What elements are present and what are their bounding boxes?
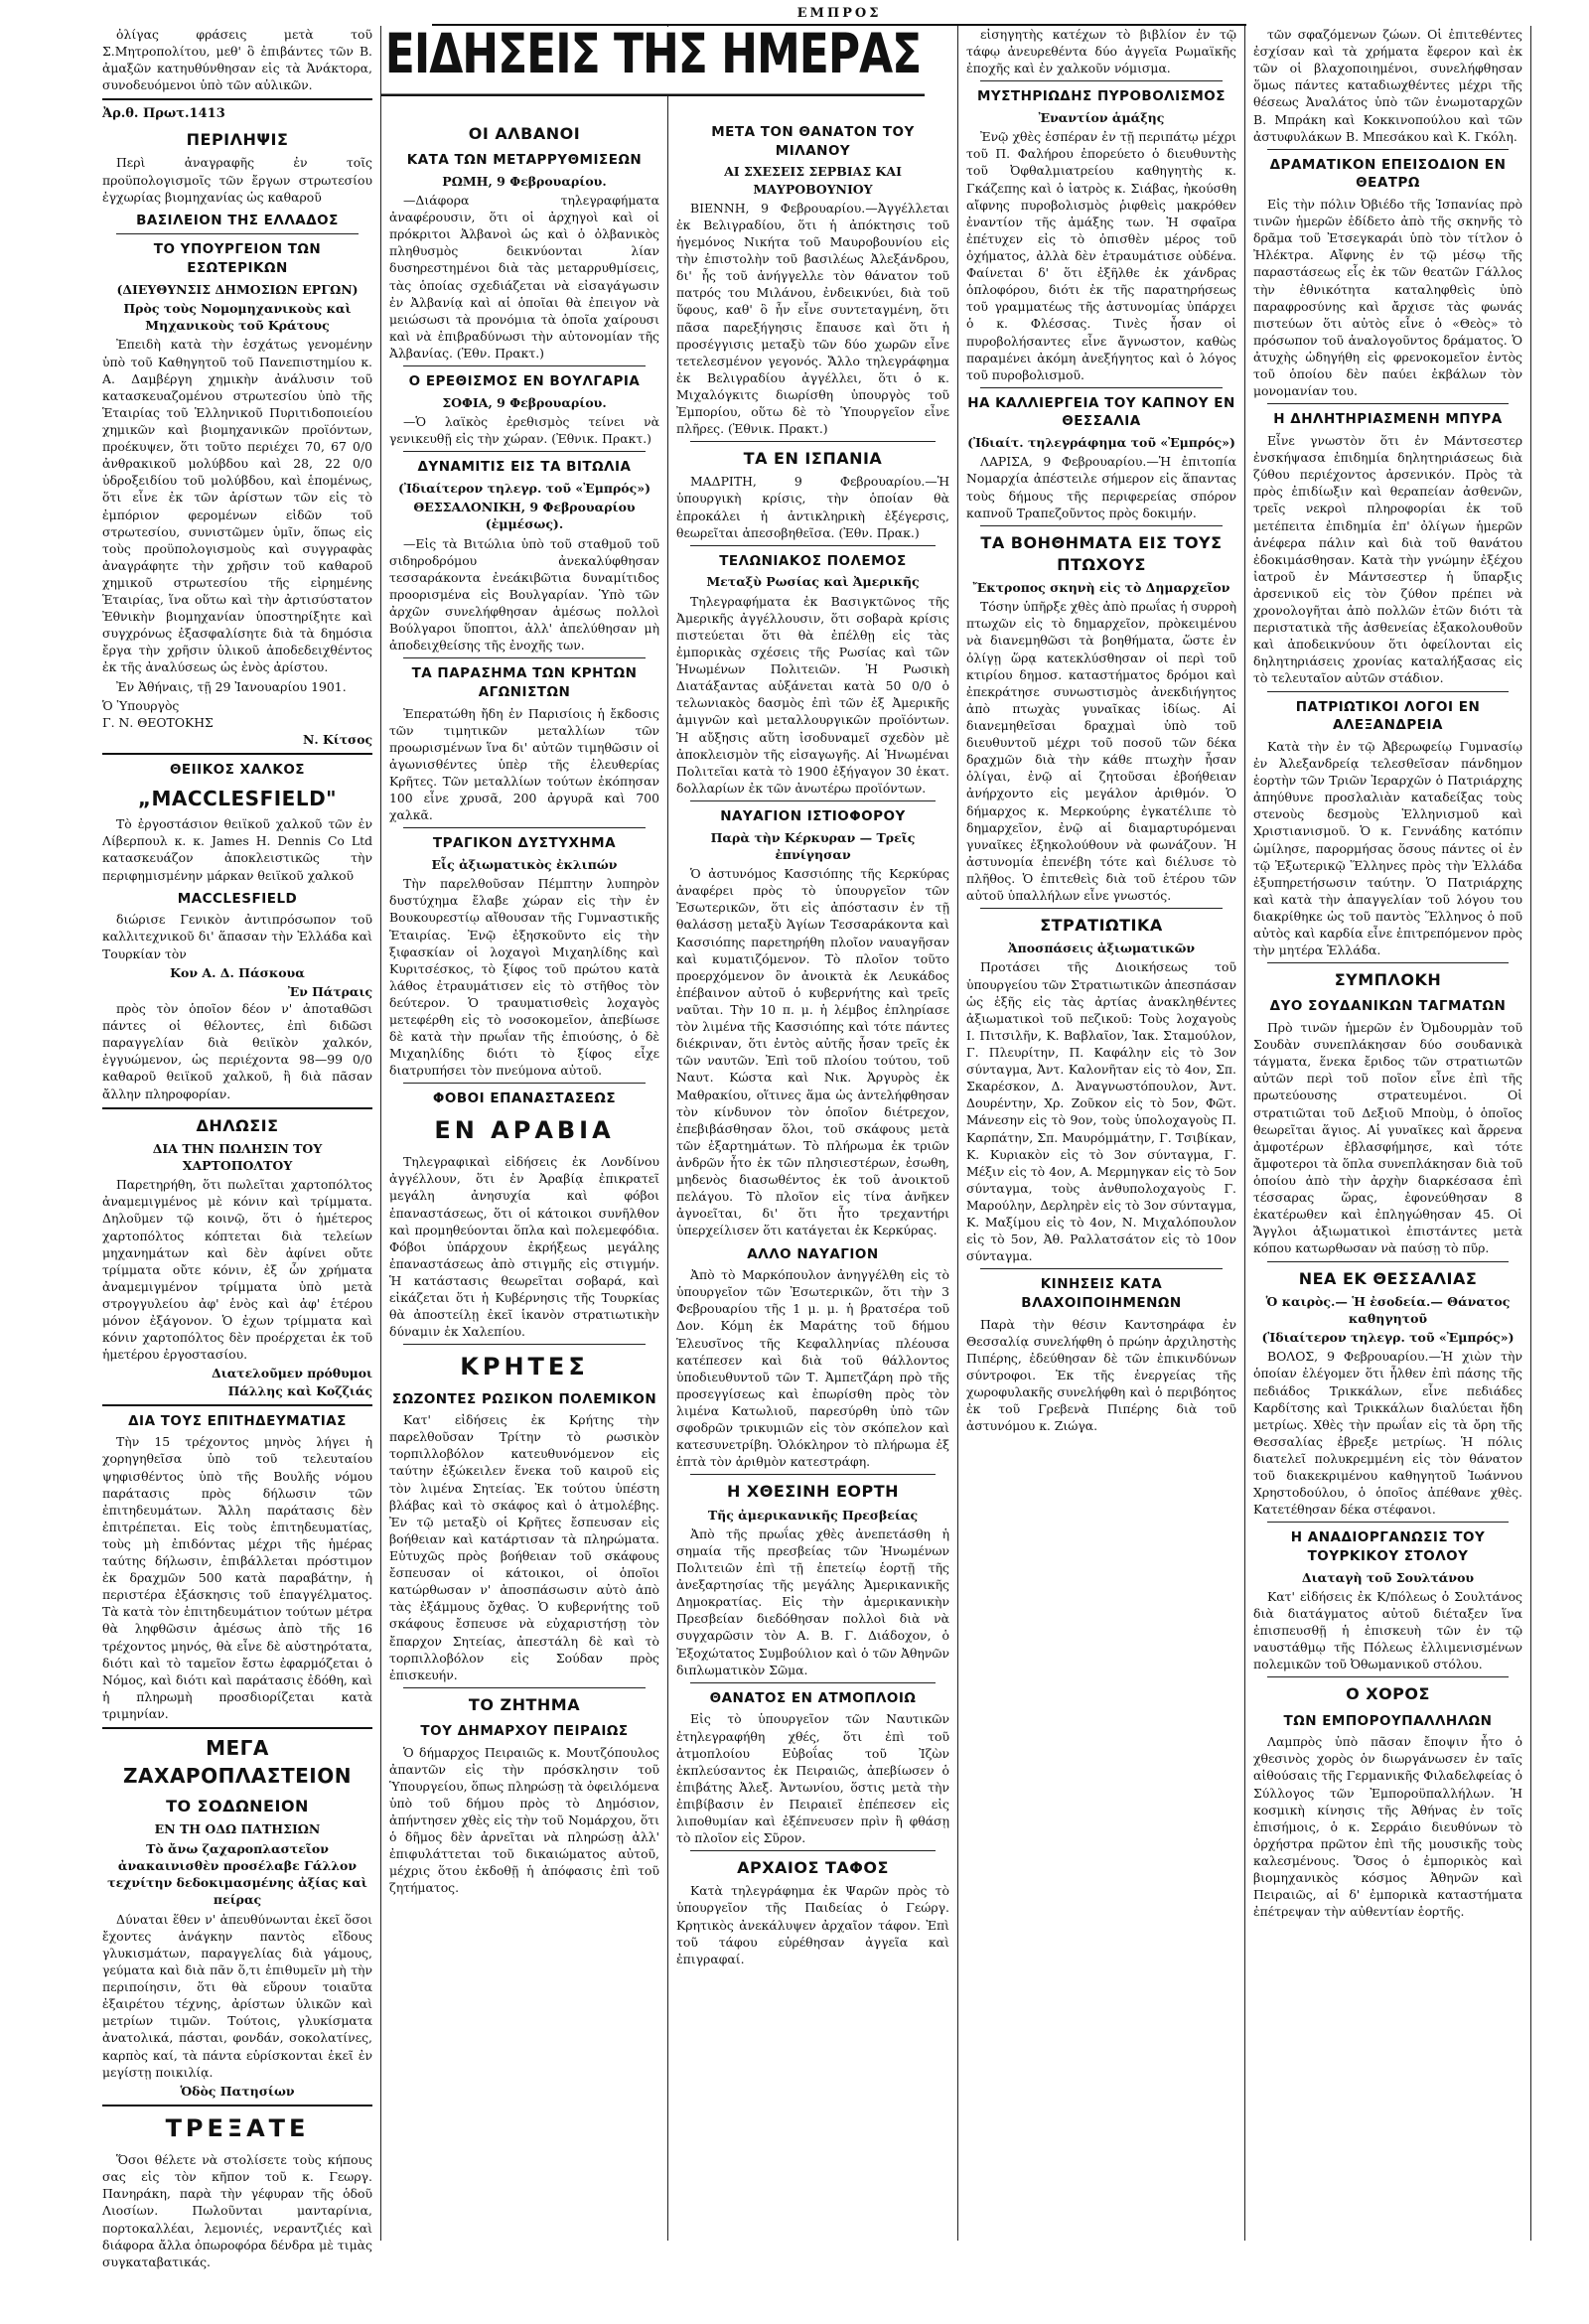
- perilipsis-title: ΠΕΡΙΛΗΨΙΣ: [186, 130, 289, 150]
- mystery-body: Ἐνῷ χθὲς ἑσπέραν ἐν τῇ περιπάτῳ μέχρι τοῦ Π. Φαλήρου ἐπορεύετο ὁ διευθυντὴς τοῦ Ὀφθαλμιατρείου καθηγητὴς κ. Γκάζεπης καὶ ὁ ἰατρὸς κ. Σιάβας, ἠκούσθη αἴφνης πυροβολισμὸς ῥιφθεὶς μακρόθεν ἐναντίον τῆς ἀμάξης των. Ἡ σφαῖρα ἐπέτυχεν εἰς τὸ ὀπισθὲν μέρος τοῦ ὀχήματος, ἀλλὰ δὲν ἐτραυμάτισε οὐδένα. Φαίνεται δ' ὅτι ἐξῆλθε ἐκ χάνδρας ὁπλοφόρου, διότι ἐκ τῆς παρατηρήσεως τοῦ γραμματέως τῆς ἀστυνομίας ὑπάρχει ὁ κ. Φλέσσας. Τινὲς ἦσαν οἱ πυροβολήσαντες εἶνε ἄγνωστον, καθὼς παραμένει ἀκόμη ἀνεξήγητος καὶ ὁ λόγος τοῦ πυροβολισμοῦ.: [966, 129, 1236, 382]
- divider: [690, 441, 936, 442]
- divider: [403, 365, 646, 366]
- divider: [980, 80, 1223, 81]
- clash-body: Πρὸ τινῶν ἡμερῶν ἐν Ὀμδουρμὰν τοῦ Σουδὰν συνεπλάκησαν δύο σουδανικὰ τάγματα, ἕνεκα ἔριδος τῶν στρατιωτῶν αὐτῶν περὶ τοῦ ποῖον εἶνε ἐπὶ τῆς πρωτεύουσης στρατευμένοι. Οἱ στρατιῶται τοῦ Δεξιοῦ Μποὺμ, ὁ ὁποῖος θεωρεῖται ἅγιος. Αἱ γυναῖκες καὶ ἄρρενα ἀμφοτέρων ἐβλασφήμησε, καὶ τότε ἄμφοτεροι τὰ ὅπλα συνεπλάκησαν διὰ τοῦ ὁποίου ἀπὸ τὴν ἀρχὴν διαρκέσασα ἐπὶ τέσσαρας ὥρας, ἐφονεύθησαν 8 ἑκατέρωθεν καὶ ἐπληγώθησαν 45. Οἱ Ἄγγλοι ἀξιωματικοὶ ἐπιστάντες μετὰ κόπου κατωρθωσαν νὰ παύσῃ τὸ πῦρ.: [1253, 1019, 1522, 1256]
- relief-sub: Ἔκτροπος σκηνὴ εἰς τὸ Δημαρχεῖον: [972, 579, 1230, 595]
- military-body: Προτάσει τῆς Διοικήσεως τοῦ ὑπουργείου τῶν Στρατιωτικῶν ἀπεσπάσαν ὡς ἑξῆς εἰς τὰς ἀρτίας ἀνακληθέντες ἀξιωματικοὶ τοῦ πεζικοῦ: Τοὺς λοχαγοὺς Ι. Πιτσιλῆν, Κ. Βαβλαῖον, Ἰακ. Σταμούλον, Γ. Πλευρίτην, Π. Καφάλην εἰς τὸ 3ον σύνταγμα, Ἀντ. Καλονῆταν εἰς τὸ 4ον, Σπ. Σκαρέσκον, Δ. Ἀναγνωστόπουλον, Ἀντ. Δουρέντην, Χρ. Ζοῦκον εἰς τὸ 5ον, Φῶτ. Μάνεσην εἰς τὸ 9ον, τοὺς ὑπολοχαγοὺς Π. Καρπάτην, Σπ. Μαυρόμμάτην, Γ. Τσιβίκαν, Κ. Κυριακὸν εἰς τὸ 3ον σύνταγμα, Γ. Μέξιν εἰς τὸ 4ον, Α. Μερμηγκαν εἰς τὸ 5ον σύνταγμα, τοὺς ἀνθυπολοχαγοὺς Γ. Μαρούλην, Δερληρὲν εἰς τὸ 3ον σύνταγμα, Κ. Μαξίμου εἰς τὸ 4ον, Ν. Μιχαλόπουλον εἰς τὸ 5ον, Ἀθ. Ραλλατσάτον εἰς τὸ 10ον σύνταγμα.: [966, 959, 1236, 1264]
- columns: [94, 23, 1574, 2269]
- divider: [403, 1687, 646, 1688]
- trades-body: Τὴν 15 τρέχοντος μηνὸς λήγει ἡ χορηγηθεῖσα ὑπὸ τοῦ τελευταίου ψηφισθέντος ὑπὸ τῆς Βουλῆς νόμου παράτασις πρὸς δήλωσιν τῶν ἐπιτηδευμάτων. Ἄλλη παράτασις δὲν ἐπιτρέπεται. Εἰς τοὺς ἐπιτηδευματίας, τοὺς μὴ ἐπιδόντας μέχρι τῆς ἡμέρας ταύτης δήλωσιν, ἐπιβάλλεται πρόστιμον ἐκ δραχμῶν 500 κατὰ παραβάτην, ἡ περιστέρα ἐξάσκησις τοῦ ἐπαγγέλματος. Τὰ κατὰ τὸν ἐπιτηδευμάτιον τούτων μέτρα θὰ ληφθῶσιν ἀμέσως ἀπὸ τῆς 16 τρέχοντος μηνός, θὰ εἶνε δὲ αὐστηρότατα, διότι καὶ τὸ ταμεῖον ἔστω ἐφαρμόζεται ὁ Νόμος, καὶ διότι καὶ παράτασις ἐδόθη, καὶ ἡ πληρωμὴ προσδιορίζεται κατὰ τριμηνίαν.: [102, 1434, 372, 1722]
- dance-body: Λαμπρὸς ὑπὸ πᾶσαν ἔποψιν ἦτο ὁ χθεσινὸς χορὸς ὁν διωργάνωσεν ἐν ταῖς αἰθούσαις τῆς Γερμανικῆς Φιλαδελφείας ὁ Σύλλογος τῶν Ἐμποροϋπαλλήλων. Ἡ κοσμικὴ κίνησις τῆς Ἀθήνας ἐν τοῖς ἐπισήμοις, ὁ κ. Σερράιο διευθύνων τὸ ὀρχήστρα πρῶτον ἐπὶ τῆς μουσικῆς τοὺς καλεσμένους. Ὅσος ὁ ἐμπορικὸς καὶ βιομηχανικὸς κόσμος Ἀθηνῶν καὶ Πειραιῶς, αἱ δ' ἐμπορικὰ καταστήματα ἐπέτρεψαν τὴν αὐθεντίαν ἑορτῆς.: [1253, 1734, 1522, 1920]
- divider: [102, 1107, 372, 1109]
- ministry-date: Ἐν Ἀθήναις, τῇ 29 Ἰανουαρίου 1901.: [116, 678, 347, 694]
- trexate-title: ΤΡΕΞΑΤΕ: [165, 2114, 310, 2142]
- ministry-body: Ἐπειδὴ κατὰ τὴν ἐσχάτως γενομένην ὑπὸ τοῦ Καθηγητοῦ τοῦ Πανεπιστημίου κ. Α. Δαμβέργη χημικὴν ἀνάλυσιν τοῦ κατασκευαζομένου στρωτεσίου ὑπὸ τῆς Ἑταιρίας τοῦ Ἑλληνικοῦ Πυριτιδοποιείου χημικῶν καὶ βιομηχανικῶν προϊόντων, προέκυψεν, ὅτι τοῦτο περιέχει 70, 67 0/0 ἀνθρακικοῦ μολύβδου καὶ 28, 22 0/0 ὑδροξειδίου τοῦ μολύβδου, καὶ ἑπομένως, ὅτι εἶνε ἐκ τῶν ἀρίστων τῶν εἰς τὸ ἐμπόριον φερομένων εἰδῶν τοῦ στρωτεσίου, συνιστῶμεν ὑμῖν, ὅπως εἰς τοὺς προϋπολογισμοὺς καὶ συγγραφὰς ἀναγράφητε τὴν χρῆσιν τοῦ καθαροῦ χημικοῦ στρωτεσίου τῆς εἰρημένης Ἑταιρίας, ἵνα οὕτω καὶ τὴν ἀρτισύστατον Ἐθνικὴν βιομηχανίαν ὑποστηρίξητε καὶ συγχρόνως ἐξασφαλίσητε διὰ τὰ δημόσια ἔργα τὴν χρῆσιν ὑλικοῦ ἀποδεδειχθέντος ἐκ τῆς ἀναλύσεως ὡς ἐνὸς ἀρίστου.: [102, 337, 372, 675]
- steamer-body: Εἰς τὸ ὑπουργεῖον τῶν Ναυτικῶν ἐτηλεγραφήθη χθές, ὅτι ἐπὶ τοῦ ἀτμοπλοίου Εὐβοΐας τοῦ Ἰζὼν ἐκπλεύσαντος ἐκ Πειραιῶς, ἀπεβίωσεν ὁ ἐπιβάτης Ἀλεξ. Ἀντωνίου, ὅστις μετὰ τὴν ἐπιβίβασιν ἐν Πειραιεῖ ἐπέπεσεν εἰς λιποθυμίαν καὶ ἐξέπνευσεν πρὶν ἢ φθάσῃ τὸ πλοῖον εἰς Σῦρον.: [676, 1711, 949, 1846]
- delosis-sign-2: Πάλλης καὶ Κοζζιάς: [227, 1382, 372, 1398]
- divider: [102, 753, 372, 755]
- military-sub: Ἀποσπάσεις ἀξιωματικῶν: [1007, 941, 1196, 956]
- erethismos-title: Ο ΕΡΕΘΙΣΜΟΣ ΕΝ ΒΟΥΛΓΑΡΙΑ: [408, 373, 641, 390]
- divider: [403, 827, 646, 828]
- delosis-body: Παρετηρήθη, ὅτι πωλεῖται χαρτοπόλτος ἀναμεμιγμένος μὲ κόνιν καὶ τρίμματα. Δηλοῦμεν τῷ κοινῷ, ὅτι ὁ ἡμέτερος χαρτοπόλτος κόπτεται διὰ τελείων μηχανημάτων καὶ δὲν ἀφίνει οὔτε τρίμματα οὔτε κόνιν, ἐξ ὧν χρήματα ἀναμεμιγμένον τρίμματα ὑπὸ μετὰ στρογγυλείου ἀφ' ἑνὸς καὶ ἀφ' ἑτέρου μόνον ἐξάγονον. Ὁ ἐχων τρίμματα καὶ κόνιν χαρτοπόλτος δὲν προέρχεται ἐκ τοῦ ἡμετέρου ἐργοστασίου.: [102, 1177, 372, 1363]
- shipwreck-body: Ὁ ἀστυνόμος Κασσιόπης τῆς Κερκύρας ἀναφέρει πρὸς τὸ ὑπουργεῖον τῶν Ἐσωτερικῶν, ὅτι εἰς ἀπόστασιν ἐν τῇ θαλάσσῃ μεταξὺ Ἁγίων Τεσσαράκοντα καὶ Κασσιόπης παρετηρήθη πλοῖον ναυαγῆσαν καὶ κυματιζόμενον. Τὸ πλοῖον τοῦτο προερχόμενον ὃν ἀνοικτὰ ἐκ Λευκάδος ἐπέβαινον αὐτοῦ ὁ κυβερνήτης καὶ τρεῖς ναῦται. Τὴν 10 π. μ. ἡ λέμβος ἐπληρίασε τὸν λιμένα τῆς Κασσιόπης καὶ τότε πάντες διέκριναν, ὅτι ἐντὸς αὐτῆς ἦσαν τρεῖς ἐκ τῶν ναυτῶν. Ἐπὶ τοῦ πλοίου τούτου, τοῦ Ναυτ. Κώστα καὶ Νικ. Ἀργυρὸς ἐκ Μαθρακίου, οἵτινες ἅμα ὡς ἀντελήφθησαν τὸν κίνδυνον τὸν ὁποῖον διέτρεχον, ἐπεβιβάσθησαν ὅλοι, τοῦ σκάφους μετὰ τῶν ἐξαρτημάτων. Τὸ πλήρωμα ἐκ τριῶν ἀνδρῶν ἦτο ἐκ τῶν πλησιεστέρων, ἐσωθη, μηδενὸς διασωθέντος ἐκ τοῦ ἀνοικτοῦ πελάγου. Τὸ πλοῖον εἰς τίνα ἀνῆκεν ἀγνοεῖται, δι' ὅτι ἦτο τρεχαντήρι ὑπερχείλισεν ὅτι κατάγεται ἐκ Κερκύρας.: [676, 866, 949, 1238]
- divider: [102, 1404, 372, 1406]
- kingdom-heading: ΒΑΣΙΛΕΙΟΝ ΤΗΣ ΕΛΛΑΔΟΣ: [136, 212, 339, 228]
- tariff-sub: Μεταξὺ Ρωσίας καὶ Ἀμερικῆς: [706, 574, 920, 590]
- sweet-sub: Τὸ ἄνω ζαχαροπλαστεῖον ἀνακαινισθὲν προσέλαβε Γάλλον τεχνίτην δεδοκιμασμένης ἀξίας καὶ πείρας: [107, 1840, 367, 1908]
- copper-brand: „MACCLESFIELD": [137, 786, 338, 810]
- tariff-body: Τηλεγραφήματα ἐκ Βασιγκτῶνος τῆς Ἀμερικῆς ἀγγέλλουσιν, ὅτι σοβαρὰ κρίσις πιστεύεται ὅτι θὰ ἐπέλθῃ εἰς τὰς ἐμπορικὰς σχέσεις τῆς Ρωσίας καὶ τῶν Ἡνωμένων Πολιτειῶν. Ἡ Ρωσικὴ Διατάξαντας αὐξάνεται κατὰ 50 0/0 ὁ τελωνιακὸς δασμὸς ἐπὶ τῶν ἐξ Ἀμερικῆς ἀμιγνῶν καὶ μεταλλουργικῶν προϊόντων. Ἡ αὔξησις αὕτη ἰσοδυναμεῖ σχεδὸν μὲ ἀποκλεισμὸν τῆς εἰσαγωγῆς. Αἱ Ἡνωμέναι Πολιτεῖαι κατὰ τὸ 1900 ἐξήγαγον 30 ἑκατ. δολλαρίων ἐκ τῶν ἀνωτέρω προϊόντων.: [676, 593, 949, 796]
- divider: [403, 1344, 646, 1345]
- divider: [690, 800, 936, 801]
- divider: [1267, 403, 1509, 404]
- tomb-body: Κατὰ τηλεγράφημα ἐκ Ψαρῶν πρὸς τὸ ὑπουργεῖον τῆς Παιδείας ὁ Γεώργ. Κρητικὸς ἀνεκάλυψεν ἀρχαῖον τάφον. Ἐπὶ τοῦ τάφου εὑρέθησαν ἀγγεῖα καὶ ἐπιγραφαί.: [676, 1883, 949, 1966]
- albanians-date: ΡΩΜΗ, 9 Φεβρουαρίου.: [442, 173, 607, 189]
- sweet-body: Δύναται ἕθεν ν' ἀπευθύνωνται ἐκεῖ ὅσοι ἔχοντες ἀνάγκην παντὸς εἴδους γλυκισμάτων, παραγγελίας διὰ γάμους, γεύματα καὶ διὰ πᾶν ὅ,τι ἐπιθυμεῖν μὴ τὴν περιποίησιν, ὅτι θὰ εὕρουν τοιαῦτα ἐξαιρέτου τέχνης, ἀρίστων ὑλικῶν καὶ μετρίων τιμῶν. Τούτοις, γλυκίσματα ἀνατολικά, πάσται, φονδάν, σοκολατίνες, καρπὸς καί, τὰ πάντα εὑρίσκονται ἐκεῖ ἐν μεγίστῃ ποικιλίᾳ.: [102, 1911, 372, 2080]
- question-sub: ΤΟΥ ΔΗΜΑΡΧΟΥ ΠΕΙΡΑΙΩΣ: [420, 1722, 629, 1739]
- fears-body: Τηλεγραφικαὶ εἰδήσεις ἐκ Λονδίνου ἀγγέλλουν, ὅτι ἐν Ἀραβίᾳ ἐπικρατεῖ μεγάλη ἀνησυχία καὶ φόβοι ἐπαναστάσεως, ὅτι οἱ κάτοικοι συνῆλθον καὶ προμηθεύονται ὅπλα καὶ πολεμεφόδια. Φόβοι ὑπάρχουν ἐκρήξεως μεγάλης ἐπαναστάσεως ἀπὸ στιγμῆς εἰς στιγμήν. Ἡ κατάστασις θεωρεῖται σοβαρά, καὶ εἰκάζεται ὅτι ἡ Κυβέρνησις τῆς Τουρκίας θὰ ἀποστείλῃ ἐκεῖ ἱκανὸν στρατιωτικὴν δύναμιν ἐκ Χαλεπίου.: [389, 1154, 659, 1340]
- cretans-sub: ΣΩΖΟΝΤΕΣ ΡΩΣΙΚΟΝ ΠΟΛΕΜΙΚΟΝ: [391, 1390, 657, 1407]
- divider: [690, 1682, 936, 1683]
- tobacco-source: (Ἰδιαίτ. τηλεγράφημα τοῦ «Ἐμπρός»): [967, 435, 1235, 451]
- question-title: ΤΟ ΖΗΤΗΜΑ: [468, 1694, 581, 1714]
- copper-body: Τὸ ἐργοστάσιον θειϊκοῦ χαλκοῦ τῶν ἐν Λίβερπουλ κ. κ. James H. Dennis Co Ltd κατασκευάζον ἀποκλειστικῶς τὴν περιφημισμένην μάρκαν θειϊκοῦ χαλκοῦ: [102, 816, 372, 883]
- albanians-sub: ΚΑΤΑ ΤΩΝ ΜΕΤΑΡΡΥΘΜΙΣΕΩΝ: [406, 152, 643, 169]
- tobacco-title: ΗΑ ΚΑΛΛΙΕΡΓΕΙΑ ΤΟΥ ΚΑΠΝΟΥ ΕΝ ΘΕΣΣΑΛΙΑ: [967, 394, 1235, 430]
- tragic-sub: Εἷς ἀξιωματικὸς ἐκλιπών: [431, 856, 618, 872]
- delosis-sign-1: Διατελοῦμεν πρόθυμοι: [212, 1366, 372, 1381]
- copper-agent-place: Ἐν Πάτραις: [287, 983, 372, 999]
- tobacco-body: ΛΑΡΙΣΑ, 9 Φεβρουαρίου.—Ἡ ἐπιτοπία Νομαρχία ἀπέστειλε σήμερον εἰς ἅπαντας τοὺς δήμους τῆς περιφερείας σπόρον καπνοῦ Τραπεζοῦντος πρὸς δοκιμήν.: [966, 454, 1236, 520]
- col1-intro: ὀλίγας φράσεις μετὰ τοῦ Σ.Μητροπολίτου, μεθ' ὃ ἐπιβάντες τῶν Β. ἀμαξῶν κατηυθύνθησαν εἰς τὰ Ἀνάκτορα, συνοδευόμενοι ὑπὸ τῶν αὐλικῶν.: [102, 27, 372, 93]
- countersign: Ν. Κίτσος: [303, 731, 372, 747]
- column-3: [668, 26, 958, 2241]
- thessaly-source: (Ἰδιαίτερον τηλεγρ. τοῦ «Ἐμπρός»): [1261, 1330, 1515, 1346]
- other-wreck-body: Ἀπὸ τὸ Μαρκόπουλον ἀνηγγέλθη εἰς τὸ ὑπουργεῖον τῶν Ἐσωτερικῶν, ὅτι τὴν 3 Φεβρουαρίου τῆς 1 μ. μ. ἡ βρατσέρα τοῦ Δον. Κόμη ἐκ Μαράτης τοῦ δήμου Ἑλευσῖνος τῆς Κεφαλληνίας πλέουσα κατέπεσεν καὶ διὰ τοῦ θάλλοντος ὑποδιευθυντοῦ τῶν Τ. Ἀμπετζάρη πρὸ τῆς προσεγγίσεως καὶ ἐπωρίσθη πρὸς τὸν λιμένα Κατωλιοῦ, παρεσύρθη ὑπὸ τῶν σφοδρῶν τρικυμιῶν εἰς τὸν σκόπελον καὶ κατεσυνετρίβη. Ὁλόκληρον τὸ πλήρωμα ἐξ ἑπτὰ τὸν ἀριθμὸν κατεστράφη.: [676, 1267, 949, 1470]
- erethismos-body: —Ὁ λαϊκὸς ἐρεθισμὸς τείνει νὰ γενικευθῇ εἰς τὴν χώραν. (Ἐθνικ. Πρακτ.): [389, 413, 659, 447]
- holiday-body: Ἀπὸ τῆς πρωΐας χθὲς ἀνεπετάσθη ἡ σημαία τῆς πρεσβείας τῶν Ἡνωμένων Πολιτειῶν ἐπὶ τῇ ἐπετείῳ ἑορτῇ τῆς ἀνεξαρτησίας τῆς μεγάλης Ἀμερικανικῆς Δημοκρατίας. Εἰς τὴν ἀμερικανικὴν Πρεσβείαν διεδόθησαν πολλοὶ διὰ νὰ συγχαρῶσιν τὸν Α. Β. Γ. Διάδοχον, ὁ Ἐξοχώτατος Συμβούλιον καὶ ὁ τῶν Ἀθηνῶν διπλωματικὸν Σῶμα.: [676, 1525, 949, 1677]
- milan-body: ΒΙΕΝΝΗ, 9 Φεβρουαρίου.—Ἀγγέλλεται ἐκ Βελιγραδίου, ὅτι ἡ ἀπόκτησις τοῦ ἡγεμόνος Νικήτα τοῦ Μαυροβουνίου εἰς τὴν ἐπιστολὴν τοῦ βασιλέως Ἀλεξάνδρου, δι' ἧς τοῦ ἀνήγγελλε τὸν θάνατον τοῦ πατρός του Μιλάνου, ἐνδεικνύει, διὰ τοῦ ὕφους, καθ' ὃ ἦν εἶνε συντεταγμένη, ὅτι πᾶσα παρεξήγησις ἔπαυσε καὶ ὅτι ἡ προσέγγισις μεταξὺ τῶν δύο χωρῶν εἶνε τετελεσμένον γεγονός. Ἄλλο τηλεγράφημα ἐκ Βελιγραδίου ἀγγέλλει, ὅτι ὁ κ. Μιχαλόγκιτς διωρίσθη ὑπουργὸς τοῦ Ἐμπορίου, οὕτω δὲ τὸ Ὑπουργεῖον εἶνε πλῆρες. (Ἐθνικ. Πρακτ.): [676, 200, 949, 437]
- cretans-title: ΚΡΗΤΕΣ: [460, 1353, 589, 1381]
- dynamite-date: ΘΕΣΣΑΛΟΝΙΚΗ, 9 Φεβρουαρίου (ἐμμέσως).: [413, 500, 636, 532]
- copper-brand-2: MACCLESFIELD: [177, 890, 298, 907]
- divider: [690, 1474, 936, 1475]
- patriotic-title: ΠΑΤΡΙΩΤΙΚΟΙ ΛΟΓΟΙ ΕΝ ΑΛΕΞΑΝΔΡΕΙΑ: [1295, 698, 1481, 734]
- divider: [1267, 149, 1509, 150]
- fleet-body: Κατ' εἰδήσεις ἐκ Κ/πόλεως ὁ Σουλτάνος διὰ διατάγματος αὐτοῦ διέταξεν ἵνα ἐπισπευσθῇ ἡ ἐπισκευὴ τῶν ἐν τῷ ναυστάθμῳ τῆς Πόλεως ἐλλιμενισμένων πολεμικῶν τοῦ Ὀθωμανικοῦ στόλου.: [1253, 1588, 1522, 1672]
- divider: [1267, 1522, 1509, 1523]
- drama-title: ΔΡΑΜΑΤΙΚΟΝ ΕΠΕΙΣΟΔΙΟΝ ΕΝ ΘΕΑΤΡΩ: [1269, 156, 1507, 192]
- sweet-title-3: ΕΝ ΤΗ ΟΔΩ ΠΑΤΗΣΙΩΝ: [154, 1821, 321, 1837]
- clash-sub: ΔΥΟ ΣΟΥΔΑΝΙΚΩΝ ΤΑΓΜΑΤΩΝ: [1269, 998, 1507, 1015]
- minister-title: Ὁ Ὑπουργὸς: [102, 697, 180, 713]
- fleet-sub: Διαταγὴ τοῦ Σουλτάνου: [1301, 1569, 1475, 1585]
- minister-name: Γ. Ν. ΘΕΟΤΟΚΗΣ: [102, 714, 214, 730]
- cretan-medals-title: ΤΑ ΠΑΡΑΣΗΜΑ ΤΩΝ ΚΡΗΤΩΝ ΑΓΩΝΙΣΤΩΝ: [411, 665, 638, 700]
- cretan-medals-body: Ἐπερατώθη ἤδη ἐν Παρισίοις ἡ ἔκδοσις τῶν τιμητικῶν μεταλλίων τῶν προωρισμένων ἵνα δι' αὐτῶν τιμηθῶσιν οἱ ἀγωνισθέντες ὑπὲρ τῆς ἐλευθερίας Κρῆτες. Τῶν μεταλλίων τούτων ἐκόπησαν 100 εἶνε χρυσᾶ, 200 ἀργυρᾶ καὶ 700 χαλκᾶ.: [389, 705, 659, 823]
- mystery-sub: Ἐναντίον ἁμάξης: [1038, 109, 1165, 125]
- delosis-title: ΔΗΛΩΣΙΣ: [196, 1115, 279, 1135]
- vlach-title: ΚΙΝΗΣΕΙΣ ΚΑΤΑ ΒΛΑΧΟΙΠΟΙΗΜΕΝΩΝ: [1021, 1276, 1182, 1312]
- trades-title: ΔΙΑ ΤΟΥΣ ΕΠΙΤΗΔΕΥΜΑΤΙΑΣ: [128, 1412, 347, 1429]
- divider: [1267, 691, 1509, 692]
- dance-title: Ο ΧΟΡΟΣ: [1346, 1684, 1430, 1704]
- sweet-title-1: ΜΕΓΑ ΖΑΧΑΡΟΠΛΑΣΤΕΙΟΝ: [123, 1736, 352, 1788]
- divider: [980, 525, 1223, 526]
- divider: [980, 387, 1223, 388]
- shipwreck-title: ΝΑΥΑΓΙΟΝ ΙΣΤΙΟΦΟΡΟΥ: [720, 807, 906, 824]
- col5-intro: τῶν σφαζόμενων ζώων. Οἱ ἐπιτεθέντες ἐσχίσαν καὶ τὰ χρήματα ἔφερον καὶ ἐκ τῶν οἱ βλαχοποιημένοι, συνελήφθησαν ὅμως πάντες καταδιωχθέντες μέχρι τῆς θέσεως Ἀναλάτος ὑπὸ τῶν ἐνωμοταρχῶν Β. Μπράκη καὶ Κοκκινοπούλου καὶ τῶν ἀστυφυλάκων Β. Μπεσάκου καὶ Κ. Γκόλη.: [1253, 27, 1522, 144]
- perilipsis-sub: Περὶ ἀναγραφῆς ἐν τοῖς προϋπολογισμοῖς τῶν ἔργων στρωτεσίου ἐγχωρίας βιομηχανίας ὡς καθαροῦ: [102, 155, 372, 205]
- dance-sub: ΤΩΝ ΕΜΠΟΡΟΥΠΑΛΛΗΛΩΝ: [1283, 1712, 1493, 1729]
- copper-body-3: πρὸς τὸν ὁποῖον δέον ν' ἀποταθῶσι πάντες οἱ θέλοντες, ἐπὶ διδῶσι παραγγελίαν διὰ θειϊκὸν χαλκόν, ἐγγυώμενον, ὡς περιέχοντα 98—99 0/0 καθαροῦ θειϊκοῦ χαλκοῦ, ἢ διὰ πᾶσαν ἄλλην πληροφορίαν.: [102, 1001, 372, 1101]
- cretans-body: Κατ' εἰδήσεις ἐκ Κρήτης τὴν παρελθοῦσαν Τρίτην τὸ ρωσικὸν τορπιλλοβόλον κατευθυνόμενον εἰς ταύτην ἐξώκειλεν ἕνεκα τοῦ καιροῦ εἰς τὸν λιμένα Σητείας. Ἐκ τούτου ὑπέστη βλάβας καὶ τὸ σκάφος καὶ ὁ ἀτμολέβης. Ἐν τῷ μεταξὺ οἱ Κρῆτες ἔσπευσαν εἰς βοήθειαν καὶ κατάρτισαν τὰ πληρώματα. Εὐτυχῶς πρὸς βοήθειαν τοῦ σκάφους ἔσπευσαν οἱ κάτοικοι, οἱ ὁποῖοι κατώρθωσαν ν' ἀποσπάσωσιν αὐτὸ ἀπὸ τὰς ἐξάμμους ὄχθας. Ὁ κυβερνήτης τοῦ σκάφους ἔσπευσε νὰ εὐχαριστήσῃ τὸν ἔπαρχον Σητείας, ἀπεστάλη δὲ καὶ τὸ τορπιλλοβόλον εἰς Σούδαν πρὸς ἐπισκευήν.: [389, 1412, 659, 1682]
- erethismos-date: ΣΟΦΙΑ, 9 Φεβρουαρίου.: [442, 394, 607, 410]
- newspaper-page: [94, 0, 1574, 2269]
- vlach-body: Παρὰ τὴν θέσιν Καντσηράφα ἐν Θεσσαλίᾳ συνελήφθη ὁ πρώην ἀρχιληστὴς Πιπέρης, ἐδεύθησαν δὲ τῶν ἐπικινδύνων σύντροφοι. Ἐκ τῆς ἐνεργείας τῆς χωροφυλακῆς συνελήφθη καὶ ὁ περιβόητος ἐκ τοῦ Γρεβενὰ Πιπέρης διὰ τοῦ ἀστυνόμου κ. Ζιώγα.: [966, 1316, 1236, 1434]
- relief-body: Τόσην ὑπῆρξε χθὲς ἀπὸ πρωΐας ἡ συρροὴ πτωχῶν εἰς τὸ δημαρχεῖον, πρὸκειμένου νὰ διανεμηθῶσι τὰ βοηθήματα, ὥστε ἐν ὀλίγῃ ὥρᾳ κατεκλύσθησαν οἱ περὶ τοῦ κτιρίου δημοσ. καταστήματος δρόμοι καὶ ἐπεκράτησε συνωστισμὸς ἀνεκδιήγητος ἀπὸ πτωχὰς γυναῖκας ἰδίως. Αἱ διανεμηθεῖσαι δραχμαὶ ὑπὸ τοῦ διευθυντοῦ μέχρι τοῦ ποσοῦ τῶν δέκα δραχμῶν διὰ τὴν κάθε πτωχὴν ἦσαν ὀλίγαι, ἐνῷ αἱ ζητοῦσαι ἐβοήθειαν ἀνήρχοντο εἰς μεγάλον ἀριθμόν. Ὁ δήμαρχος κ. Μερκούρης ἐγκατέλιπε τὸ δημαρχεῖον, ἐνῷ αἱ διαμαρτυρόμεναι γυναῖκες ἐξηκολούθουν νὰ φωνάζουν. Ἡ ἀστυνομία ἐπενέβη τότε καὶ διέλυσε τὸ πλῆθος. Ὁ ἐπιτεθεὶς διὰ τοῦ ἑτέρου τῶν αὐτοῦ ὑπαλλήλων εἶνε γνωστός.: [966, 599, 1236, 904]
- fears-sub: ΕΝ ΑΡΑΒΙΑ: [434, 1116, 615, 1145]
- milan-sub: ΑΙ ΣΧΕΣΕΙΣ ΣΕΡΒΙΑΣ ΚΑΙ ΜΑΥΡΟΒΟΥΝΙΟΥ: [724, 164, 902, 197]
- divider: [403, 1083, 646, 1084]
- thessaly-sub: Ὁ καιρὸς.— Ἡ ἐσοδεία.— Θάνατος καθηγητοῦ: [1265, 1293, 1511, 1326]
- question-body: Ὁ δήμαρχος Πειραιῶς κ. Μουτζόπουλος ἀπαντῶν εἰς τὴν πρόσκλησιν τοῦ Ὑπουργείου, ὅπως πληρώσῃ τὰ ὀφειλόμενα ὑπὸ τοῦ δήμου πρὸς τὸ Δημόσιον, ἀπήντησεν χθὲς εἰς τὴν τοῦ Νομάρχου, ὅτι ὁ δῆμος δὲν ἀρνεῖται νὰ πληρώσῃ ἀλλ' ἐπιφυλάττεται τοῦ δικαιώματος αὐτοῦ, μέχρις ὅτου ἐκδοθῇ ἡ ἀπόφασις ἐπὶ τοῦ ζητήματος.: [389, 1744, 659, 1896]
- col4-intro: εἰσηγητὴς κατέχων τὸ βιβλίον ἐν τῷ τάφῳ ἀνευρεθέντα δύο ἀγγεῖα Ρωμαϊκῆς ἐποχῆς καὶ ἐν χαλκοῦν νόμισμα.: [966, 27, 1236, 76]
- clash-title: ΣΥΜΠΛΟΚΗ: [1334, 970, 1442, 990]
- divider: [1267, 1261, 1509, 1262]
- holiday-title: Η ΧΘΕΣΙΝΗ ΕΟΡΤΗ: [726, 1482, 900, 1502]
- spain-title: ΤΑ ΕΝ ΙΣΠΑΝΙΑ: [743, 449, 883, 469]
- column-5: [1245, 26, 1531, 2241]
- tragic-body: Τὴν παρελθοῦσαν Πέμπτην λυπηρὸν δυστύχημα ἔλαβε χώραν εἰς τὴν ἐν Βουκουρεστίῳ αἴθουσαν τῆς Γυμναστικῆς Ἑταιρίας. Ἐνῷ ἐξησκοῦντο εἰς τὴν ξιφασκίαν οἱ λοχαγοὶ Μιχαηλίδης καὶ Κυριτσέσκος, τὸ ξίφος τοῦ πρώτου κατὰ λάθος ἐτραυμάτισεν εἰς τὸ στῆθος τὸν δεύτερον. Ὁ τραυματισθεὶς λοχαγὸς μετεφέρθη εἰς τὸ νοσοκομεῖον, ἀπεβίωσε δὲ κατὰ τὴν πρωΐαν τῆς ἐπιούσης, ὁ δὲ Μιχαηλίδης διότι τὸ ξίφος εἶχε διατρυπήσει τὸν πνεύμονα αὐτοῦ.: [389, 876, 659, 1079]
- holiday-sub: Τῆς ἀμερικανικῆς Πρεσβείας: [707, 1507, 919, 1523]
- shipwreck-sub: Παρὰ τὴν Κέρκυραν — Τρεῖς ἐπνίγησαν: [710, 829, 916, 862]
- column-1: [94, 26, 381, 2269]
- masthead-strip: ΕΜΠΡΟΣ: [432, 6, 1246, 26]
- mystery-title: ΜΥΣΤΗΡΙΩΔΗΣ ΠΥΡΟΒΟΛΙΣΜΟΣ: [976, 88, 1227, 105]
- bitter-body: Εἶνε γνωστὸν ὅτι ἐν Μάντσεστερ ἐνσκήψασα ἐπιδημία δηλητηριάσεως διὰ ζύθου περιέχοντος ἀρσενικόν. Πρὸς τὰ πρὸς ἐπιδίωξιν καὶ θεραπείαν ἀσθενῶν, τρεῖς νεκροὶ πληροφορίαι ἐκ τοῦ μετέπειτα ἐπιδημία ἐπ' ὀλίγων ἡμερῶν ἀνέφερα πάλιν καὶ διὰ τοῦ θανάτου ἐδοκιμάσθησαν. Κατὰ τὴν γνώμην ἐξέχου ἰατροῦ ἐν Μάντσεστερ ἡ ὕπαρξις ἀρσενικοῦ εἰς τὸν ζύθον πρέπει νὰ χρονολογῆται ἀπὸ πολλῶν ἐτῶν διότι τὰ περιστατικὰ τῆς ἀσθενείας ἐξακολουθοῦν καὶ ἀποδεικνύουν ὅτι ὀφείλονται εἰς δηλητηριάσεις χρονίας καταλήξασας εἰς τὸ τελευταῖον αὐτῶν στάδιον.: [1253, 432, 1522, 686]
- divider: [102, 2105, 372, 2106]
- divider: [102, 98, 372, 100]
- ministry-sub: (ΔΙΕΥΘΥΝΣΙΣ ΔΗΜΟΣΙΩΝ ΕΡΓΩΝ): [116, 281, 359, 297]
- spain-body: ΜΑΔΡΙΤΗ, 9 Φεβρουαρίου.—Ἡ ὑπουργικὴ κρίσις, τὴν ὁποίαν θὰ ἐπροκάλει ἡ ἀντικληρικὴ ἐξέγερσις, θεωρεῖται ἀπεσοβηθεῖσα. (Ἐθν. Πρακ.): [676, 474, 949, 540]
- divider: [403, 451, 646, 452]
- thessaly-body: ΒΟΛΟΣ, 9 Φεβρουαρίου.—Ἡ χιὼν τὴν ὁποίαν ἐλέγομεν ὅτι ἦλθεν ἐπὶ πάσης τῆς πεδιάδος Τρικκάλων, εἶνε πεδιάδες Καρδίτσης καὶ Τρικκάλων διαλύεται ἤδη μετρίως. Χθὲς τὴν πρωΐαν εἰς τὰ ὄρη τῆς Θεσσαλίας ἐβρεξε μετρίως. Ἡ πόλις διατελεῖ πολυκρεμμένη εἰς τὸν θάνατον τοῦ διακεκριμένου καθηγητοῦ Ἰωάννου Χρηστοδούλου, ὁ ὁποῖος ἀπέθανε χθὲς. Κατετέθησαν δέκα στέφανοι.: [1253, 1349, 1522, 1518]
- drama-body: Εἰς τὴν πόλιν Ὀβιέδο τῆς Ἱσπανίας πρὸ τινῶν ἡμερῶν ἐδίδετο ἀπὸ τῆς σκηνῆς τὸ δρᾶμα τοῦ Ἐτσεγκαράι ὑπὸ τὸν τίτλον ὁ Ἠλέκτρα. Αἴφνης ἐν τῷ μέσῳ τῆς παραστάσεως εἷς ἐκ τῶν θεατῶν Γάλλος τὴν ἐθνικότητα καταληφθεὶς ὑπὸ παραφροσύνης καὶ ἄρχισε τὰς φωνάς πιστεύων ὅτι αὐτὸς εἶνε ὁ «Θεὸς» τὸ πρόσωπον τοῦ ἀναλογοῦντος δράματος. Ὁ ἀτυχὴς ὡδηγήθη εἰς φρενοκομεῖον ἐντὸς τοῦ ὁποίου δὲν παύει ἐκβάλων τὸν μονομανίαν του.: [1253, 197, 1522, 399]
- divider: [1267, 1676, 1509, 1677]
- patriotic-body: Κατὰ τὴν ἐν τῷ Ἀβερωφείῳ Γυμνασίῳ ἐν Ἀλεξανδρείᾳ τελεσθεῖσαν πάνδημον ἑορτὴν τῶν Τριῶν Ἱεραρχῶν ὁ Πατριάρχης ἀπηύθυνε προσλαλιὰν καταδείξας τοὺς στενοὺς δεσμοὺς Ἑλληνισμοῦ καὶ Χριστιανισμοῦ. Ὁ κ. Γεννάδης κατόπιν ὡμίλησε, παρορμήσας ὅσους πάντες οἱ ἐν τῷ Ἐξωτερικῷ Ἕλληνες πρὸς τὴν Ἑλλάδα ἐξυπηρετήσωσιν ταύτην. Ὁ Πατριάρχης καὶ κατὰ τὴν ἀπαγγελίαν τοῦ λόγου του διακρίθηκε ὡς τοῦ παντὸς Ἕλληνος ὁ ποῦ αὐτὸς καὶ καρδία εἶνε ἐπιτρεπόμενον πρὸς τὴν μητέρα Ἑλλάδα.: [1253, 738, 1522, 958]
- sweet-address: Ὁδὸς Πατησίων: [180, 2083, 295, 2099]
- tariff-title: ΤΕΛΩΝΙΑΚΟΣ ΠΟΛΕΜΟΣ: [719, 552, 907, 569]
- col1-ref: Ἀρ.θ. Πρωτ.1413: [102, 106, 225, 122]
- column-4: [958, 26, 1245, 2241]
- ministry-heading: ΤΟ ΥΠΟΥΡΓΕΙΟΝ ΤΩΝ ΕΣΩΤΕΡΙΚΩΝ: [153, 241, 322, 277]
- albanians-title: ΟΙ ΑΛΒΑΝΟΙ: [468, 124, 581, 143]
- divider: [690, 1850, 936, 1851]
- divider: [102, 1727, 372, 1729]
- copper-agent: Κον Α. Δ. Πάσκουα: [170, 964, 305, 980]
- albanians-body: —Διάφορα τηλεγραφήματα ἀναφέρουσιν, ὅτι οἱ ἀρχηγοὶ καὶ οἱ πρόκριτοι Ἀλβανοὶ ὡς καὶ ὁ ὀλβανικὸς πληθυσμὸς δεικνύονται λίαν δυσηρεστημένοι διὰ τὰς μεταρρυθμίσεις, τὰς ὁποίας σχεδιάζεται νὰ εἰσαγάγωσιν ἐν Ἀλβανίᾳ καὶ αἱ ὁποῖαι θὰ ἐπειγον νὰ μειώσωσι τὰ προνόμια τὰ ὁποῖα χαίρουσι καὶ νὰ ἐπιβραδύνωσι τὴν αὐτονομίαν τῆς Ἀλβανίας. (Ἐθν. Πρακτ.): [389, 192, 659, 361]
- delosis-sub: ΔΙΑ ΤΗΝ ΠΩΛΗΣΙΝ ΤΟΥ ΧΑΡΤΟΠΟΛΤΟΥ: [152, 1140, 323, 1173]
- military-title: ΣΤΡΑΤΙΩΤΙΚΑ: [1040, 916, 1163, 936]
- steamer-title: ΘΑΝΑΤΟΣ ΕΝ ΑΤΜΟΠΛΟΙΩ: [709, 1689, 917, 1706]
- thessaly-title: ΝΕΑ ΕΚ ΘΕΣΣΑΛΙΑΣ: [1298, 1268, 1478, 1288]
- divider: [980, 908, 1223, 909]
- fears-title: ΦΟΒΟΙ ΕΠΑΝΑΣΤΑΣΕΩΣ: [432, 1090, 617, 1107]
- column-2: [381, 26, 668, 2241]
- divider: [403, 657, 646, 658]
- dynamite-title: ΔΥΝΑΜΙΤΙΣ ΕΙΣ ΤΑ ΒΙΤΩΛΙΑ: [417, 459, 632, 476]
- dynamite-body: —Εἰς τὰ Βιτώλια ὑπὸ τοῦ σταθμοῦ τοῦ σιδηροδρόμου ἀνεκαλύφθησαν τεσσαράκοντα ἐνεάκιβῶτια δυναμίτιδος προορισμένα εἰς Βουλγαρίαν. Ὑπὸ τῶν ἀρχῶν συνελήφθησαν ἀμέσως πολλοὶ Βούλγαροι ὕποπτοι, ἀλλ' ἀπελύθησαν μὴ ἀποδειχθείσης τῆς ἐνοχῆς των.: [389, 535, 659, 654]
- fleet-title: Η ΑΝΑΔΙΟΡΓΑΝΩΣΙΣ ΤΟΥ ΤΟΥΡΚΙΚΟΥ ΣΤΟΛΟΥ: [1290, 1529, 1486, 1565]
- trexate-body: Ὅσοι θέλετε νὰ στολίσετε τοὺς κήπους σας εἰς τὸν κῆπον τοῦ κ. Γεωργ. Πανηράκη, παρὰ τὴν γέφυραν τῆς ὁδοῦ Λιοσίων. Πωλοῦνται μανταρίνια, πορτοκαλλέαι, λεμονιές, νεραντζιές καὶ διάφορα ἄλλα ὀπωροφόρα δένδρα μὲ τιμὰς συγκαταβατικάς.: [102, 2152, 372, 2269]
- dynamite-source: (Ἰδιαίτερον τηλεγρ. τοῦ «Ἐμπρός»): [398, 480, 650, 496]
- main-title: ΕΙΔΗΣΕΙΣ ΤΗΣ ΗΜΕΡΑΣ: [381, 27, 925, 96]
- relief-title: ΤΑ ΒΟΗΘΗΜΑΤΑ ΕΙΣ ΤΟΥΣ ΠΤΩΧΟΥΣ: [980, 532, 1223, 574]
- bitter-title: Η ΔΗΛΗΤΗΡΙΑΣΜΕΝΗ ΜΠΥΡΑ: [1273, 411, 1503, 428]
- tomb-title: ΑΡΧΑΙΟΣ ΤΑΦΟΣ: [737, 1858, 889, 1878]
- ministry-to: Πρὸς τοὺς Νομομηχανικοὺς καὶ Μηχανικοὺς τοῦ Κράτους: [123, 300, 352, 334]
- other-wreck-title: ΑΛΛΟ ΝΑΥΑΓΙΟΝ: [747, 1245, 879, 1262]
- divider: [1267, 962, 1509, 963]
- copper-body-2: διώρισε Γενικὸν ἀντιπρόσωπον τοῦ καλλιτεχνικοῦ δι' ἅπασαν τὴν Ἑλλάδα καὶ Τουρκίαν τὸν: [102, 912, 372, 961]
- tragic-title: ΤΡΑΓΙΚΟΝ ΔΥΣΤΥΧΗΜΑ: [432, 835, 617, 852]
- divider: [690, 545, 936, 546]
- divider: [116, 233, 359, 234]
- milan-title: ΜΕΤΑ ΤΟΝ ΘΑΝΑΤΟΝ ΤΟΥ ΜΙΛΑΝΟΥ: [711, 124, 915, 159]
- sweet-title-2: ΤΟ ΣΟΔΩΝΕΙΟΝ: [166, 1797, 309, 1816]
- divider: [980, 1268, 1223, 1269]
- copper-title: ΘΕΙΙΚΟΣ ΧΑΛΚΟΣ: [169, 762, 306, 779]
